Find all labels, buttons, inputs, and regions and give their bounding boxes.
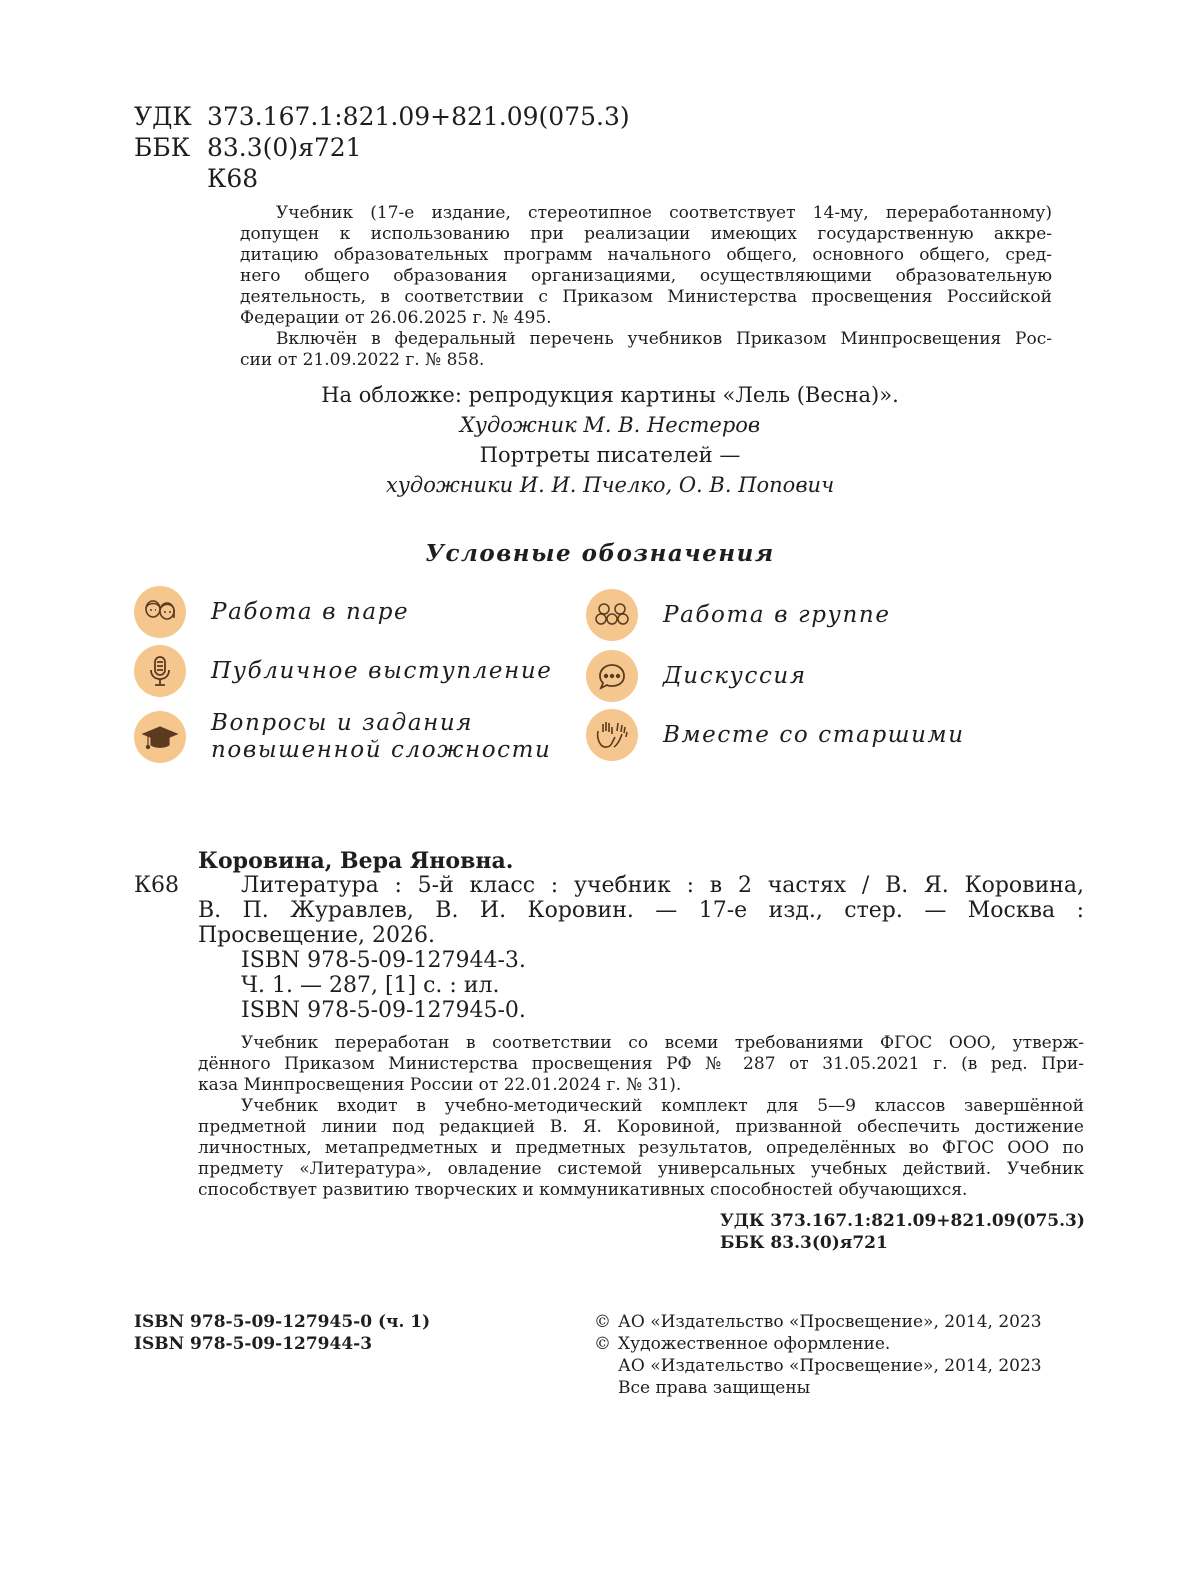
microphone-icon: [134, 645, 186, 697]
annotation-line: способствует развитию творческих и коммуникативных способностей обучающихся.: [198, 1180, 968, 1200]
approval-line: деятельность, в соответствии с Приказом Министерства просвещения Российской: [240, 287, 1052, 307]
bbk-value: 83.3(0)я721: [207, 133, 362, 162]
card-line: Просвещение, 2026.: [198, 923, 436, 948]
author-sign-spacer: [134, 163, 207, 194]
approval-line: Федерации от 26.06.2025 г. № 495.: [240, 308, 552, 328]
annotation-line: Учебник входит в учебно-методический комплект для 5—9 классов завершённой: [241, 1096, 1084, 1116]
copyright-line: АО «Издательство «Просвещение», 2014, 2023: [618, 1312, 1042, 1332]
card-classification: [720, 1210, 1085, 1254]
legend-label: Работа в группе: [663, 601, 891, 628]
legend-item-advanced-tasks: [134, 710, 551, 764]
legend-label-two-line: [211, 710, 551, 764]
legend-label-line: повышенной сложности: [211, 737, 552, 763]
author-sign: К68: [207, 164, 259, 193]
copyright-line: Художественное оформление.: [618, 1334, 891, 1354]
group-work-icon: [586, 589, 638, 641]
legend-label: Дискуссия: [663, 662, 807, 689]
card-udk: УДК 373.167.1:821.09+821.09(075.3): [720, 1211, 1085, 1231]
graduation-cap-icon: [134, 711, 186, 763]
legend-item-group-work: [586, 589, 891, 641]
isbn-set: ISBN 978-5-09-127944-3: [134, 1334, 373, 1354]
annotation-line: предмету «Литература», овладение системой универсальных учебных действий. Учебник: [198, 1159, 1084, 1179]
footer-copyright: [594, 1311, 1042, 1399]
approval-line: дитацию образовательных программ начального общего, основного общего, сред-: [240, 245, 1052, 265]
bbk-label: ББК: [134, 133, 191, 162]
legend-item-public-speaking: [134, 645, 553, 697]
cover-line: На обложке: репродукция картины «Лель (Весна)».: [321, 383, 899, 407]
card-line: В. П. Журавлев, В. И. Коровин. — 17-е изд., стер. — Москва :: [198, 898, 1084, 923]
cover-credits: [240, 380, 980, 500]
approval-line: допущен к использованию при реализации имеющих государственную аккре-: [240, 224, 1052, 244]
pair-work-icon: [134, 586, 186, 638]
annotation-line: предметной линии под редакцией В. Я. Коровиной, призванной обеспечить достижение: [198, 1117, 1084, 1137]
card-author: Коровина, Вера Яновна.: [198, 848, 514, 874]
copyright-icon: ©: [594, 1334, 611, 1354]
card-code: К68: [134, 873, 180, 898]
approval-line: Учебник (17-е издание, стереотипное соответствует 14-му, переработанному): [276, 203, 1052, 223]
card-bbk: ББК 83.3(0)я721: [720, 1233, 888, 1253]
legend-label: Вместе со старшими: [663, 721, 965, 748]
footer-isbn: [134, 1311, 430, 1355]
udk-header: [134, 101, 630, 194]
legend-title: Условные обозначения: [425, 540, 775, 567]
card-part: Ч. 1. — 287, [1] с. : ил.: [241, 973, 500, 998]
approval-paragraph: [240, 203, 1052, 371]
card-line: Литература : 5-й класс : учебник : в 2 частях / В. Я. Коровина,: [241, 873, 1084, 898]
legend-label: Работа в паре: [211, 598, 410, 625]
hands-icon: [586, 709, 638, 761]
card-body: [198, 873, 1084, 1023]
card-isbn-set: ISBN 978-5-09-127944-3.: [241, 948, 526, 973]
card-isbn-part: ISBN 978-5-09-127945-0.: [241, 998, 526, 1023]
card-annotation: [198, 1033, 1084, 1201]
udk-value: 373.167.1:821.09+821.09(075.3): [207, 102, 630, 131]
udk-label: УДК: [134, 102, 192, 131]
legend-label-line: Вопросы и задания: [211, 710, 474, 736]
cover-artist: Художник М. В. Нестеров: [459, 413, 761, 437]
annotation-line: личностных, метапредметных и предметных результатов, определённых во ФГОС ООО по: [198, 1138, 1084, 1158]
approval-line: него общего образования организациями, осуществляющими образовательную: [240, 266, 1052, 286]
annotation-line: Учебник переработан в соответствии со всеми требованиями ФГОС ООО, утверж-: [241, 1033, 1084, 1053]
legend-item-with-elders: [586, 709, 965, 761]
approval-line: Включён в федеральный перечень учебников Приказом Минпросвещения Рос-: [276, 329, 1052, 349]
rights-reserved: Все права защищены: [618, 1378, 811, 1398]
speech-bubble-icon: [586, 650, 638, 702]
legend-item-pair-work: [134, 586, 409, 638]
copyright-line: АО «Издательство «Просвещение», 2014, 2023: [618, 1356, 1042, 1376]
isbn-part-1: ISBN 978-5-09-127945-0 (ч. 1): [134, 1312, 431, 1332]
annotation-line: каза Минпросвещения России от 22.01.2024 г. № 31).: [198, 1075, 682, 1095]
portraits-artists: художники И. И. Пчелко, О. В. Попович: [385, 473, 835, 497]
portraits-line: Портреты писателей —: [479, 443, 741, 467]
annotation-line: дённого Приказом Министерства просвещения РФ № 287 от 31.05.2021 г. (в ред. При-: [198, 1054, 1084, 1074]
approval-line: сии от 21.09.2022 г. № 858.: [240, 350, 485, 370]
copyright-icon: ©: [594, 1312, 611, 1332]
legend-item-discussion: [586, 650, 807, 702]
legend-label: Публичное выступление: [211, 657, 553, 684]
